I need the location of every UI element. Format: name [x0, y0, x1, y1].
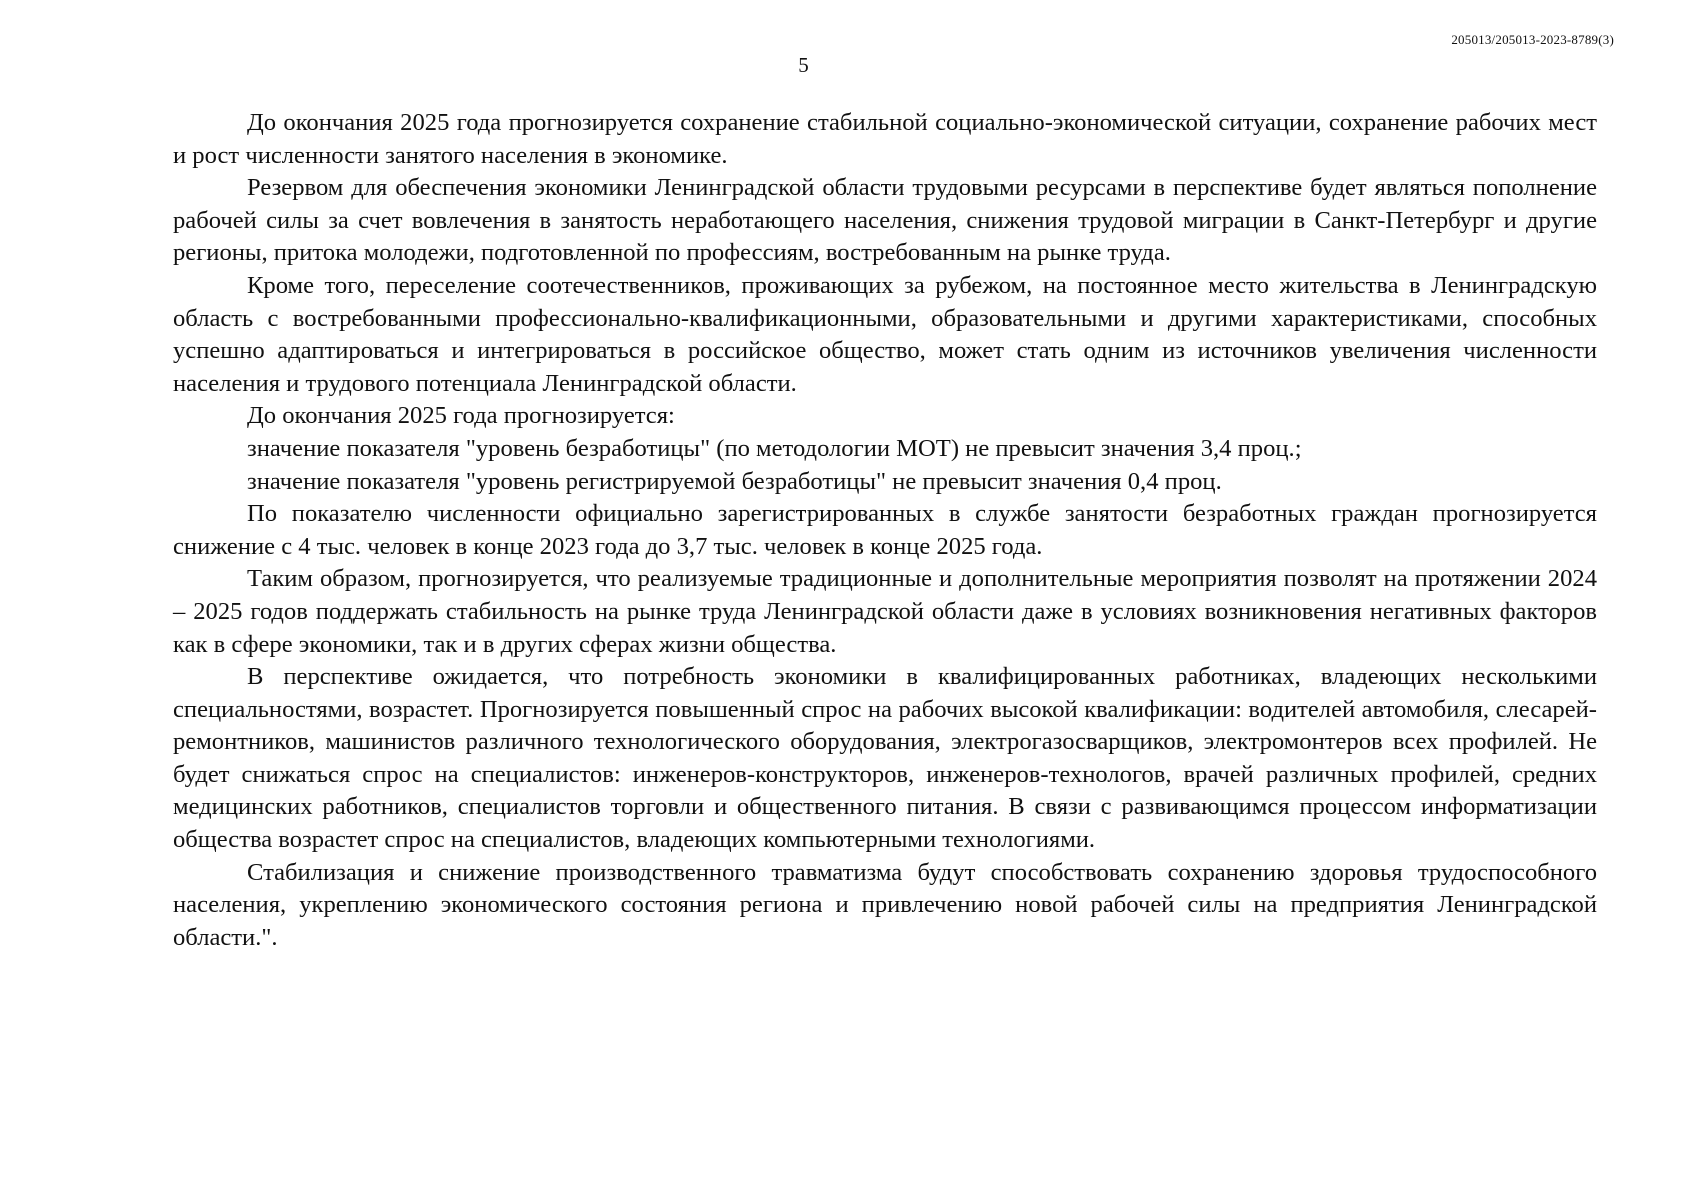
paragraph-injury-reduction: Стабилизация и снижение производственного травматизма будут способствовать сохранению здоровья трудоспособного населения, укреплению экономического состояния региона и привлечению новой рабочей силы на предприятия Ленинградской области.". — [173, 858, 1597, 951]
paragraph-compatriots-resettlement: Кроме того, переселение соотечественников, проживающих за рубежом, на постоянное место жительства в Ленинградскую область с востребованными профессионально-квалификационными, образовательными и другими характеристиками, способных успешно адаптироваться и интегрироваться в российское общество, может стать одним из источников увеличения численности населения и трудового потенциала Ленинградской области. — [173, 271, 1597, 397]
page-number-value: 5 — [798, 53, 809, 77]
paragraph-employment-forecast: До окончания 2025 года прогнозируется сохранение стабильной социально-экономической ситуации, сохранение рабочих мест и рост численности занятого населения в экономике. — [173, 109, 1597, 169]
paragraph-forecast-intro: До окончания 2025 года прогнозируется: — [247, 402, 675, 430]
paragraph-registered-unemployed-count: По показателю численности официально зарегистрированных в службе занятости безработных граждан прогнозируется снижение с 4 тыс. человек в конце 2023 года до 3,7 тыс. человек в конце 2025 года. — [173, 500, 1597, 560]
page-number — [0, 53, 1697, 78]
document-body — [173, 107, 1597, 954]
paragraph-skilled-workers-demand: В перспективе ожидается, что потребность экономики в квалифицированных работниках, владеющих несколькими специальностями, возрастет. Прогнозируется повышенный спрос на рабочих высокой квалификации: водителей автомобиля, слесарей-ремонтников, машинистов различного технологического оборудования, электрогазосварщиков, электромонтеров всех профилей. Не будет снижаться спрос на специалистов: инженеров-конструкторов, инженеров-технологов, врачей различных профилей, средних медицинских работников, специалистов торговли и общественного питания. В связи с развивающимся процессом информатизации общества возрастет спрос на специалистов, владеющих компьютерными технологиями. — [173, 663, 1597, 854]
document-registration-number: 205013/205013-2023-8789(3) — [1451, 32, 1614, 47]
paragraph-labor-market-stability: Таким образом, прогнозируется, что реализуемые традиционные и дополнительные мероприятия позволят на протяжении 2024 – 2025 годов поддержать стабильность на рынке труда Ленинградской области даже в условиях возникновения негативных факторов как в сфере экономики, так и в других сферах жизни общества. — [173, 565, 1597, 658]
paragraph-registered-unemployment: значение показателя "уровень регистрируемой безработицы" не превысит значения 0,4 проц. — [247, 467, 1222, 495]
paragraph-unemployment-ilo: значение показателя "уровень безработицы" (по методологии МОТ) не превысит значения 3,4 проц.; — [247, 434, 1302, 462]
paragraph-labor-reserve: Резервом для обеспечения экономики Ленинградской области трудовыми ресурсами в перспективе будет являться пополнение рабочей силы за счет вовлечения в занятость неработающего населения, снижения трудовой миграции в Санкт-Петербург и другие регионы, притока молодежи, подготовленной по профессиям, востребованным на рынке труда. — [173, 174, 1597, 267]
